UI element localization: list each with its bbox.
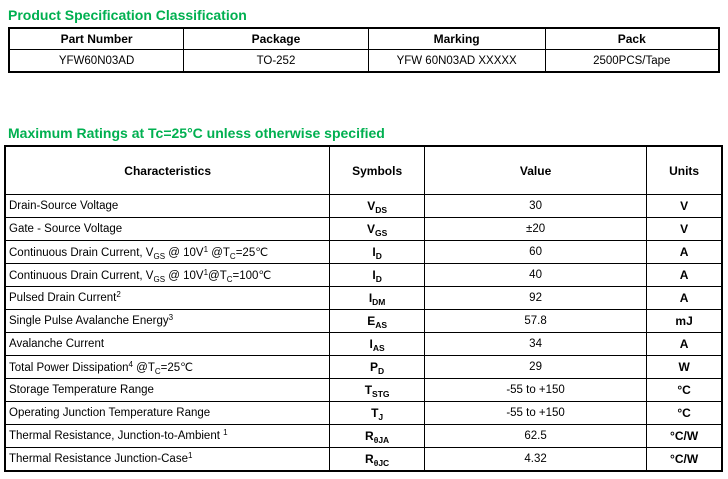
symbol-cell: $T_{STG}$: [330, 379, 425, 402]
table-row: [5, 356, 722, 379]
package-cell: TO-252: [184, 50, 369, 73]
value-cell: 30: [424, 195, 646, 218]
symbol-cell: $T_J$: [330, 402, 425, 425]
characteristic-cell: Gate - Source Voltage: [5, 218, 330, 241]
classification-section-title: Product Specification Classification: [8, 7, 247, 23]
table-row: [9, 50, 719, 73]
symbol-cell: $I_D$: [330, 264, 425, 287]
value-cell: ±20: [424, 218, 646, 241]
value-cell: -55 to +150: [424, 402, 646, 425]
spec-table: [8, 27, 720, 73]
column-header-pack: Pack: [545, 28, 719, 50]
units-cell: V: [647, 195, 722, 218]
column-header-part-number: Part Number: [9, 28, 184, 50]
table-row: [5, 333, 722, 356]
units-cell: W: [647, 356, 722, 379]
characteristic-cell: Drain-Source Voltage: [5, 195, 330, 218]
value-cell: -55 to +150: [424, 379, 646, 402]
table-row: [5, 310, 722, 333]
symbol-cell: $I_D$: [330, 241, 425, 264]
symbol-cell: $I_{AS}$: [330, 333, 425, 356]
characteristic-cell: Single Pulse Avalanche Energy$^3$: [5, 310, 330, 333]
table-row: [5, 379, 722, 402]
column-header-units: Units: [647, 146, 722, 195]
symbol-cell: $R_{\theta JA}$: [330, 425, 425, 448]
max-ratings-section-title: Maximum Ratings at Tc=25°C unless otherwise specified: [8, 125, 385, 141]
symbol-cell: $V_{DS}$: [330, 195, 425, 218]
value-cell: 60: [424, 241, 646, 264]
value-cell: 34: [424, 333, 646, 356]
column-header-marking: Marking: [368, 28, 545, 50]
symbol-cell: $V_{GS}$: [330, 218, 425, 241]
value-cell: 92: [424, 287, 646, 310]
units-cell: A: [647, 241, 722, 264]
column-header-characteristics: Characteristics: [5, 146, 330, 195]
table-row: [5, 448, 722, 472]
value-cell: 57.8: [424, 310, 646, 333]
table-row: [5, 402, 722, 425]
column-header-package: Package: [184, 28, 369, 50]
ratings-table: [4, 145, 723, 472]
characteristic-cell: Continuous Drain Current, $V_{GS}$ @ $10V^1$ $@T_C=25℃$: [5, 241, 330, 264]
units-cell: A: [647, 287, 722, 310]
units-cell: °C/W: [647, 425, 722, 448]
ratings-table-header-row: [5, 146, 722, 195]
spec-table-header-row: [9, 28, 719, 50]
units-cell: A: [647, 333, 722, 356]
marking-cell: YFW 60N03AD XXXXX: [368, 50, 545, 73]
characteristic-cell: Avalanche Current: [5, 333, 330, 356]
characteristic-cell: Storage Temperature Range: [5, 379, 330, 402]
characteristic-cell: Thermal Resistance, Junction-to-Ambient $^1$: [5, 425, 330, 448]
characteristic-cell: Pulsed Drain Current$^2$: [5, 287, 330, 310]
value-cell: 29: [424, 356, 646, 379]
characteristic-cell: Continuous Drain Current, $V_{GS}$ @ $10V^1@T_C=100℃$: [5, 264, 330, 287]
table-row: [5, 241, 722, 264]
units-cell: °C/W: [647, 448, 722, 472]
symbol-cell: $E_{AS}$: [330, 310, 425, 333]
table-row: [5, 425, 722, 448]
units-cell: °C: [647, 402, 722, 425]
symbol-cell: $I_{DM}$: [330, 287, 425, 310]
pack-cell: 2500PCS/Tape: [545, 50, 719, 73]
units-cell: °C: [647, 379, 722, 402]
part-number-cell: YFW60N03AD: [9, 50, 184, 73]
symbol-cell: $R_{\theta JC}$: [330, 448, 425, 472]
column-header-symbols: Symbols: [330, 146, 425, 195]
value-cell: 40: [424, 264, 646, 287]
value-cell: 4.32: [424, 448, 646, 472]
units-cell: mJ: [647, 310, 722, 333]
table-row: [5, 195, 722, 218]
table-row: [5, 287, 722, 310]
characteristic-cell: Operating Junction Temperature Range: [5, 402, 330, 425]
units-cell: A: [647, 264, 722, 287]
column-header-value: Value: [424, 146, 646, 195]
table-row: [5, 264, 722, 287]
units-cell: V: [647, 218, 722, 241]
characteristic-cell: Thermal Resistance Junction-Case$^1$: [5, 448, 330, 472]
characteristic-cell: Total Power Dissipation$^4$ $@T_C=25℃$: [5, 356, 330, 379]
symbol-cell: $P_D$: [330, 356, 425, 379]
table-row: [5, 218, 722, 241]
value-cell: 62.5: [424, 425, 646, 448]
